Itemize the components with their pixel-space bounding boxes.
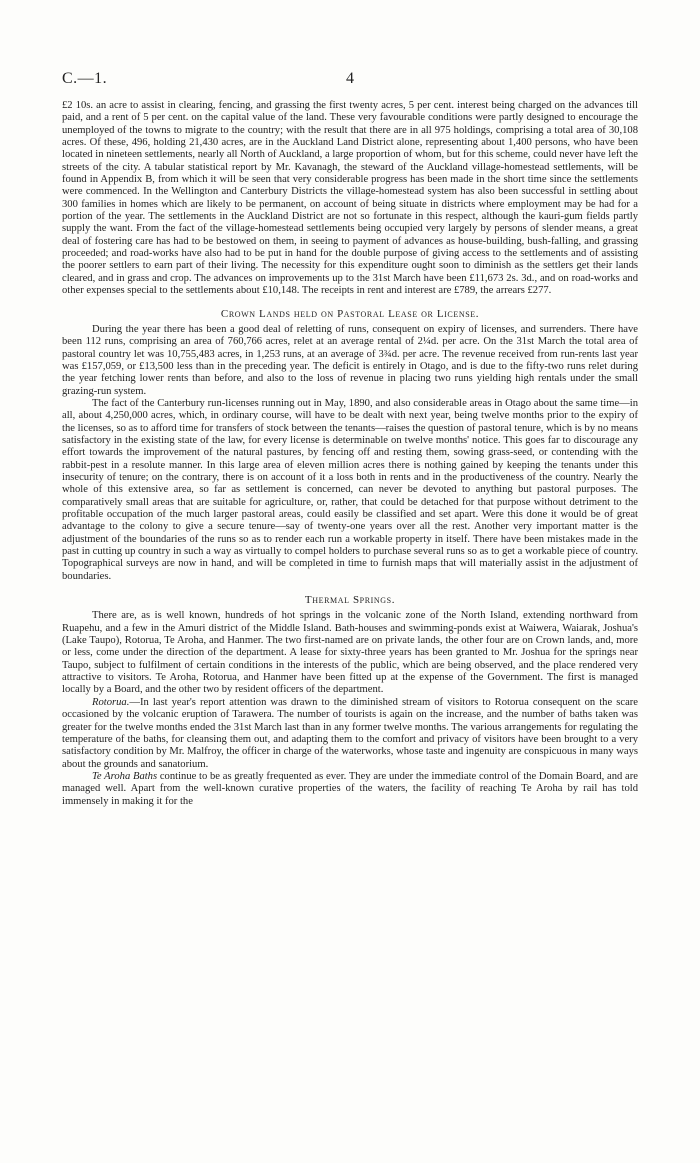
paragraph-pastoral-tenure: The fact of the Canterbury run-licenses running out in May, 1890, and also considerable areas in Otago about the same time—in all, about 4,250,000 acres, which, in ordinary course, will have to be dealt with next year, being twelve months prior to the expiry of the licenses, so as to afford time for transfers of stock between the tenants—raises the question of pastoral tenure, which is by no means satisfactory in the existing state of the law, for every license is determinable on twelve months' notice. This goes far to discourage any effort towards the improvement of the natural pastures, by fencing off and resting them, sowing grass-seed, or contending with the rabbit-pest in a resolute manner. In this large area of eleven million acres there is nothing gained by keeping the tenants under this insecurity of tenure; on the contrary, there is on account of it a loss both in rents and in the productiveness of the country. Nearly the whole of this extensive area, so far as settlement is concerned, can never be devoted to anything but pastoral purposes. The comparatively small areas that are suitable for agriculture, or, rather, that could be detached for that purpose without detriment to the profitable occupation of the much larger pastoral areas, could easily be classified and set apart. Were this done it would be of great advantage to the colony to give a secure tenure—say of twenty-one years over all the rest. Another very important matter is the adjustment of the boundaries of the runs so as to render each run a workable property in itself. There have been mistakes made in the past in cutting up country in such a way as virtually to compel holders to purchase several runs so as to get a workable piece of country. Topographical surveys are now in hand, and will be completed in time to furnish maps that will materially assist in the adjustment of boundaries. xyxy=(62,397,638,582)
paragraph-te-aroha xyxy=(62,771,638,808)
paragraph-pastoral-runs: During the year there has been a good deal of reletting of runs, consequent on expiry of licenses, and surrenders. There have been 112 runs, comprising an area of 760,766 acres, relet at an average rental of 2¼d. per acre. On the 31st March the total area of pastoral country let was 10,755,483 acres, in 1,253 runs, at an average of 3¾d. per acre. The revenue received from run-rents last year was £157,059, or £13,500 less than in the preceding year. The deficit is entirely in Otago, and is due to the fifty-two runs relet during the year fetching lower rents than before, and also to the loss of revenue in placing two runs yielding high rentals under the small grazing-run system. xyxy=(62,323,638,397)
te-aroha-lead: Te Aroha Baths xyxy=(92,770,158,782)
page-header xyxy=(62,70,638,94)
document-body xyxy=(62,100,638,808)
paragraph-rotorua xyxy=(62,697,638,771)
rotorua-lead: Rotorua. xyxy=(92,696,130,708)
paragraph-village-homestead: £2 10s. an acre to assist in clearing, fencing, and grassing the first twenty acres, 5 per cent. interest being charged on the advances till paid, and a rent of 5 per cent. on the capital value of the land. These very favourable conditions were partly designed to encourage the unemployed of the towns to migrate to the country; with the result that there are in all 975 holdings, comprising a total area of 30,108 acres. Of these, 496, holding 21,430 acres, are in the Auckland Land District alone, representing about 1,400 persons, who have been located in nineteen settlements, nearly all North of Auckland, a large proportion of whom, but for this scheme, could never have left the streets of the city. A tabular statistical report by Mr. Kavanagh, the steward of the Auckland village-homestead settlements, will be found in Appendix B, from which it will be seen that very considerable progress has been made in the short time since the settlements were commenced. In the Wellington and Canterbury Districts the village-homestead system has also been successful in settling about 300 families in homes which are likely to be permanent, on account of being situate in districts where employment may be had for a portion of the year. The settlements in the Auckland District are not so fortunate in this respect, although the kauri-gum fields partly supply the want. From the fact of the village-homestead settlements being occupied very largely by persons of slender means, a great deal of fostering care has had to be bestowed on them, in seeing to payment of advances as house-building, bush-falling, and grassing proceeded; and road-works have also had to be put in hand for the double purpose of giving access to the settlements and of assisting the poorer settlers to earn part of their living. The necessity for this expenditure ought soon to diminish as the settlers get their lands cleared, and in grass and crop. The advances on improvements up to the 31st March have been £11,673 2s. 3d., and on road-works and other expenses special to the settlements about £10,148. The receipts in rent and interest are £789, the arrears £277. xyxy=(62,100,638,297)
te-aroha-text: continue to be as greatly frequented as ever. They are under the immediate control of the Domain Board, and are managed well. Apart from the well-known curative properties of the waters, the facility of reaching Te Aroha by rail has told immensely in making it for the xyxy=(62,770,638,807)
rotorua-text: —In last year's report attention was drawn to the diminished stream of visitors to Rotorua consequent on the scare occasioned by the volcanic eruption of Tarawera. The number of tourists is again on the increase, and the number of baths taken was greater for the twelve months ended the 31st March last than in any former twelve months. The various arrangements for regulating the temperature of the baths, for cleansing them out, and adapting them to the comfort and privacy of visitors have been brought to a very satisfactory condition by Mr. Malfroy, the officer in charge of the waterworks, whose taste and ingenuity are conspicuous in many ways about the grounds and sanatorium. xyxy=(62,696,638,770)
section-heading-pastoral: Crown Lands held on Pastoral Lease or License. xyxy=(220,307,480,320)
section-heading-thermal: Thermal Springs. xyxy=(304,594,396,607)
page-number: 4 xyxy=(346,70,354,87)
paragraph-thermal-springs: There are, as is well known, hundreds of hot springs in the volcanic zone of the North Island, extending northward from Ruapehu, and a few in the Amuri district of the Middle Island. Bath-houses and swimming-ponds exist at Waiwera, Waiarak, Joshua's (Lake Taupo), Rotorua, Te Aroha, and Hanmer. The two first-named are on private lands, the other four are on Crown lands, and, more or less, come under the direction of the department. A lease for sixty-three years has been granted to Mr. Joshua for the springs near Taupo, subject to fulfilment of certain conditions in the interests of the public, which are being observed, and the place rendered very attractive to visitors. Te Aroha, Rotorua, and Hanmer have been fitted up at the expense of the Government. The first is managed locally by a Board, and the other two by resident officers of the department. xyxy=(62,610,638,696)
document-reference: C.—1. xyxy=(62,70,108,87)
